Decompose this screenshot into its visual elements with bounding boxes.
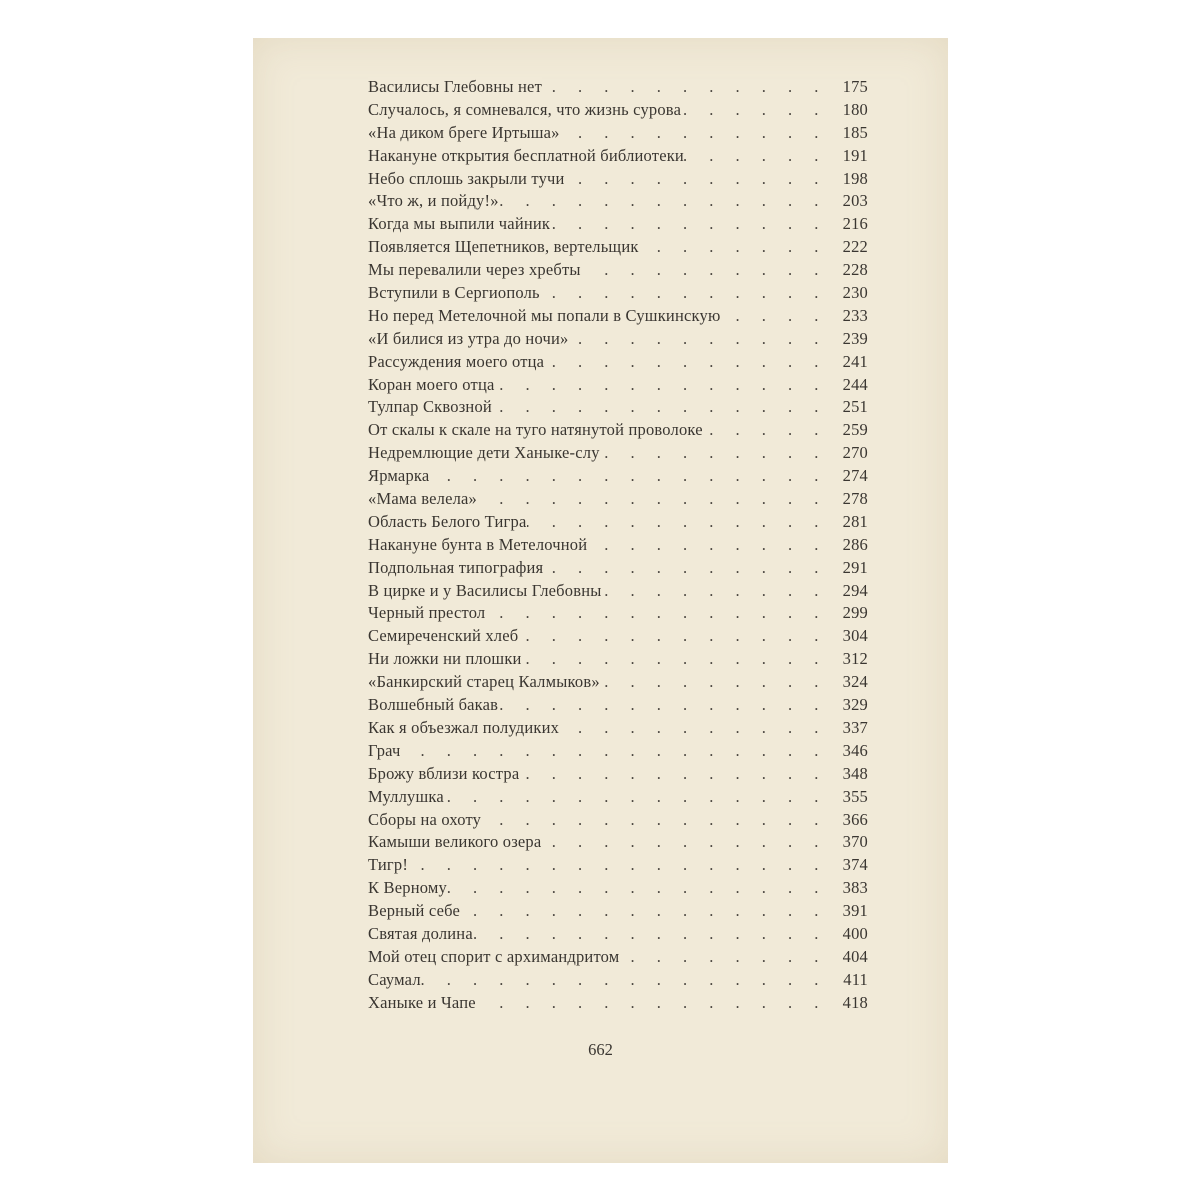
toc-entry-page: 304 — [842, 626, 868, 646]
toc-entry-page: 222 — [842, 237, 868, 257]
toc-entry-title-text: «И билися из утра до ночи» — [368, 328, 569, 348]
toc-entry-title — [368, 466, 435, 486]
toc-entry-title — [368, 375, 501, 395]
toc-entry-title-text: От скалы к скале на туго натянутой проволоке — [368, 420, 703, 440]
toc-entry-title-text: Накануне бунта в Метелочной — [368, 534, 588, 554]
toc-entry-page: 294 — [842, 580, 868, 600]
toc-entry — [368, 76, 868, 99]
toc-entry-title-text: Грач — [368, 740, 401, 760]
toc-entry-title — [368, 626, 524, 646]
toc-entry — [368, 122, 868, 145]
toc-entry — [368, 854, 868, 877]
toc-entry-title — [368, 77, 548, 97]
toc-entry — [368, 717, 868, 740]
toc-entry-title — [368, 169, 571, 189]
toc-entry-page: 355 — [842, 786, 868, 806]
toc-entry-page: 185 — [842, 122, 868, 142]
toc-entry-title-text: Как я объезжал полудиких — [368, 717, 560, 737]
toc-entry — [368, 145, 868, 168]
toc-entry-page: 337 — [842, 717, 868, 737]
toc-entry-page: 400 — [842, 923, 868, 943]
toc-entry-title-text: «Банкирский старец Калмыков» — [368, 672, 600, 692]
toc-entry-page: 404 — [842, 946, 868, 966]
toc-entry-page: 239 — [842, 328, 868, 348]
toc-entry-title-text: Но перед Метелочной мы попали в Сушкинскую — [368, 305, 721, 325]
toc-entry-title — [368, 924, 479, 944]
toc-entry-page: 198 — [842, 168, 868, 188]
toc-entry-title — [368, 146, 690, 166]
toc-entry — [368, 648, 868, 671]
toc-entry-title-text: Вступили в Сергиополь — [368, 283, 540, 303]
toc-entry-title-text: Появляется Щепетников, вертельщик — [368, 237, 639, 257]
toc-entry — [368, 396, 868, 419]
toc-entry — [368, 259, 868, 282]
table-of-contents — [368, 76, 868, 1015]
toc-entry-title — [368, 443, 606, 463]
toc-entry-title — [368, 878, 453, 898]
toc-entry-title — [368, 901, 466, 921]
toc-entry-title-text: Камыши великого озера — [368, 832, 542, 852]
toc-entry-page: 233 — [842, 305, 868, 325]
toc-entry-page: 299 — [842, 603, 868, 623]
toc-entry-title-text: Семиреченский хлеб — [368, 626, 519, 646]
toc-entry — [368, 580, 868, 603]
toc-entry-title-text: Случалось, я сомневался, что жизнь сурова — [368, 99, 682, 119]
toc-entry-title — [368, 535, 593, 555]
toc-entry-page: 251 — [842, 397, 868, 417]
toc-entry-page: 324 — [842, 672, 868, 692]
toc-entry-title-text: Ханыке и Чапе — [368, 992, 476, 1012]
toc-entry-page: 270 — [842, 443, 868, 463]
toc-entry-page: 259 — [842, 420, 868, 440]
toc-entry-title — [368, 352, 550, 372]
toc-entry — [368, 671, 868, 694]
toc-entry — [368, 168, 868, 191]
toc-entry-title-text: Волшебный бакав — [368, 695, 499, 715]
dot-leader — [368, 466, 828, 486]
toc-entry — [368, 99, 868, 122]
toc-entry-title-text: «Что ж, и пойду!» — [368, 191, 499, 211]
toc-entry-title — [368, 603, 491, 623]
toc-entry-title — [368, 558, 549, 578]
toc-entry-title-text: Ярмарка — [368, 466, 430, 486]
toc-entry-title — [368, 810, 487, 830]
dot-leader — [368, 855, 828, 875]
book-page — [253, 38, 948, 1163]
toc-entry-page: 418 — [842, 992, 868, 1012]
toc-entry-title-text: Небо сплошь закрыли тучи — [368, 168, 565, 188]
toc-entry-page: 383 — [842, 878, 868, 898]
toc-entry-title — [368, 970, 427, 990]
toc-entry — [368, 190, 868, 213]
toc-entry — [368, 923, 868, 946]
toc-entry — [368, 831, 868, 854]
toc-entry-title-text: Святая долина — [368, 923, 473, 943]
toc-entry-page: 216 — [842, 214, 868, 234]
toc-entry-page: 191 — [842, 145, 868, 165]
toc-entry-title-text: Василисы Глебовны нет — [368, 77, 542, 96]
toc-entry-title — [368, 581, 608, 601]
toc-entry-page: 244 — [842, 374, 868, 394]
page-number: 662 — [588, 1040, 613, 1059]
toc-entry — [368, 351, 868, 374]
toc-entry-title-text: Саумал — [368, 969, 421, 989]
toc-entry-page: 329 — [842, 695, 868, 715]
toc-entry-page: 348 — [842, 763, 868, 783]
toc-entry-title-text: Недремлющие дети Ханыке-слу — [368, 443, 600, 463]
toc-entry-title-text: Область Белого Тигра — [368, 511, 527, 531]
toc-entry-title — [368, 489, 483, 509]
toc-entry-page: 286 — [842, 534, 868, 554]
toc-entry — [368, 900, 868, 923]
toc-entry-title-text: Рассуждения моего отца — [368, 351, 545, 371]
toc-entry-title — [368, 695, 504, 715]
toc-entry — [368, 946, 868, 969]
toc-entry — [368, 511, 868, 534]
toc-entry-title-text: «На диком бреге Иртыша» — [368, 122, 560, 142]
toc-entry-title — [368, 855, 414, 875]
toc-entry-page: 370 — [842, 832, 868, 852]
toc-entry-title — [368, 306, 726, 326]
toc-entry-title — [368, 420, 709, 440]
toc-entry — [368, 374, 868, 397]
toc-entry-page: 391 — [842, 901, 868, 921]
toc-entry-page: 291 — [842, 557, 868, 577]
toc-entry — [368, 236, 868, 259]
toc-entry — [368, 786, 868, 809]
toc-entry-page: 374 — [842, 855, 868, 875]
toc-entry-title-text: Коран моего отца — [368, 374, 495, 394]
toc-entry-title — [368, 260, 587, 280]
toc-entry-title-text: Мы перевалили через хребты — [368, 260, 581, 280]
toc-entry-page: 281 — [842, 511, 868, 531]
toc-entry-title — [368, 214, 556, 234]
toc-entry-title — [368, 329, 574, 349]
toc-entry-title — [368, 123, 566, 143]
toc-entry — [368, 557, 868, 580]
toc-entry-title — [368, 100, 687, 120]
toc-entry — [368, 465, 868, 488]
toc-entry-title-text: Сборы на охоту — [368, 809, 482, 829]
toc-entry-title-text: «Мама велела» — [368, 489, 478, 509]
toc-entry-title-text: Когда мы выпили чайник — [368, 214, 551, 234]
toc-entry — [368, 442, 868, 465]
toc-entry-page: 241 — [842, 351, 868, 371]
toc-entry-title-text: Верный себе — [368, 901, 460, 921]
toc-entry — [368, 809, 868, 832]
toc-entry-title-text: Мой отец спорит с архимандритом — [368, 946, 620, 966]
toc-entry-title — [368, 649, 528, 669]
toc-entry — [368, 213, 868, 236]
toc-entry — [368, 602, 868, 625]
toc-entry-title — [368, 993, 482, 1013]
toc-entry-title — [368, 718, 565, 738]
toc-entry — [368, 305, 868, 328]
toc-entry — [368, 328, 868, 351]
toc-entry-title — [368, 947, 625, 967]
toc-entry-page: 366 — [842, 809, 868, 829]
toc-entry-title-text: К Верному — [368, 878, 447, 898]
toc-entry-title — [368, 191, 505, 211]
toc-entry-title-text: Тулпар Сквозной — [368, 397, 492, 417]
toc-entry — [368, 282, 868, 305]
toc-entry-title — [368, 832, 547, 852]
toc-entry-page: 203 — [842, 191, 868, 211]
toc-entry-title-text: Накануне открытия бесплатной библиотеки — [368, 145, 684, 165]
dot-leader — [368, 970, 828, 990]
toc-entry-title — [368, 237, 645, 257]
toc-entry-title — [368, 397, 498, 417]
toc-entry-title — [368, 764, 525, 784]
toc-entry-page: 228 — [842, 260, 868, 280]
toc-entry-page: 175 — [842, 77, 868, 96]
toc-entry — [368, 694, 868, 717]
toc-entry-title-text: Тигр! — [368, 855, 409, 875]
toc-entry-page: 180 — [842, 99, 868, 119]
toc-entry-title-text: Черный престол — [368, 603, 486, 623]
toc-entry-title-text: Муллушка — [368, 786, 444, 806]
toc-entry — [368, 992, 868, 1015]
toc-entry-page: 230 — [842, 283, 868, 303]
toc-entry-title — [368, 512, 533, 532]
toc-entry-page: 346 — [842, 740, 868, 760]
toc-entry-title — [368, 283, 546, 303]
toc-entry-page: 278 — [842, 489, 868, 509]
toc-entry-title-text: Ни ложки ни плошки — [368, 649, 522, 669]
toc-entry-title — [368, 741, 407, 761]
toc-entry — [368, 419, 868, 442]
dot-leader — [368, 741, 828, 761]
toc-entry — [368, 740, 868, 763]
toc-entry-title-text: В цирке и у Василисы Глебовны — [368, 580, 602, 600]
toc-entry-page: 274 — [842, 466, 868, 486]
toc-entry-page: 312 — [842, 649, 868, 669]
toc-entry — [368, 763, 868, 786]
toc-entry — [368, 877, 868, 900]
toc-entry — [368, 488, 868, 511]
toc-entry-page: 411 — [843, 969, 868, 989]
toc-entry-title — [368, 787, 450, 807]
toc-entry-title-text: Подпольная типография — [368, 557, 544, 577]
toc-entry — [368, 969, 868, 992]
toc-entry-title-text: Брожу вблизи костра — [368, 763, 520, 783]
toc-entry — [368, 625, 868, 648]
toc-entry-title — [368, 672, 606, 692]
toc-entry — [368, 534, 868, 557]
